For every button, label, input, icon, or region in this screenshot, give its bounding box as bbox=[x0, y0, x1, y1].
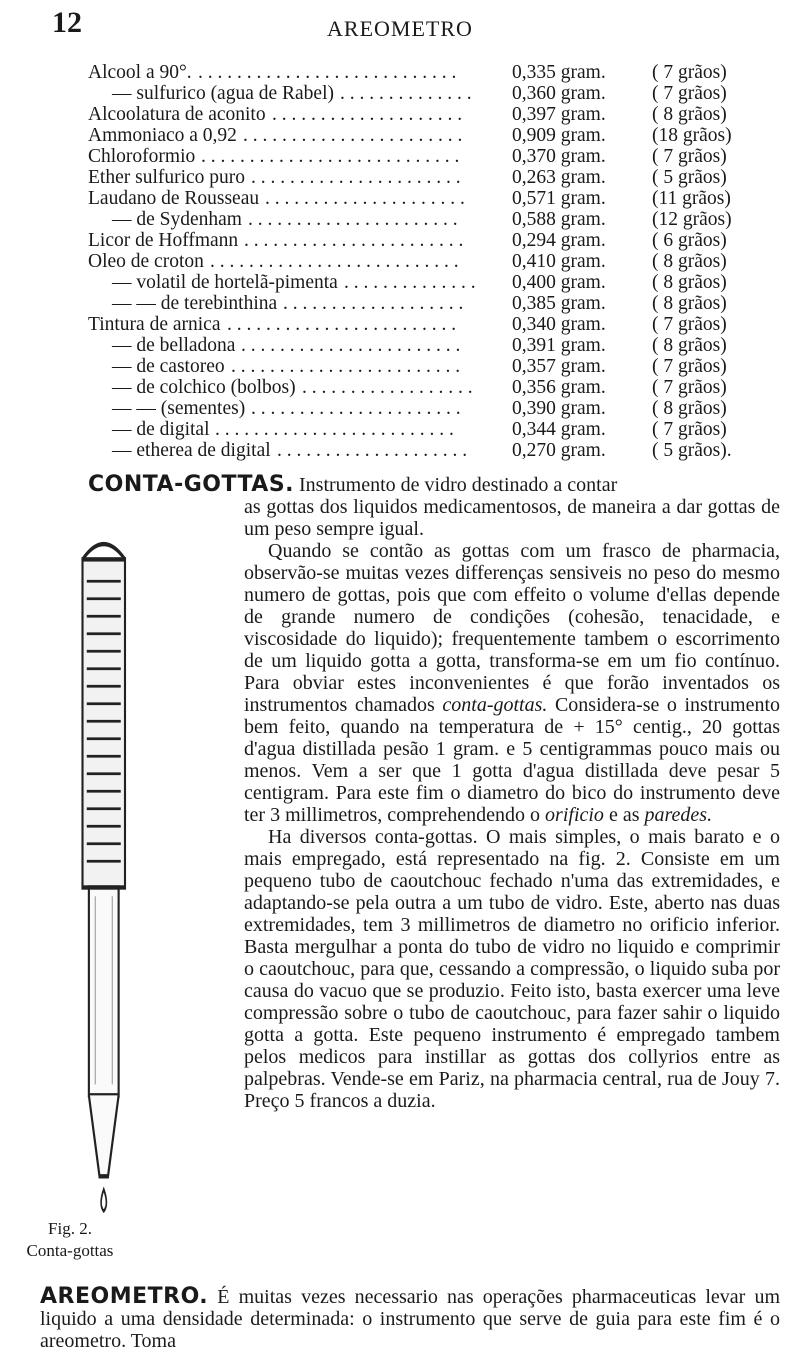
table-row bbox=[88, 377, 768, 398]
page-number: 12 bbox=[52, 6, 82, 39]
row-name: — volatil de hortelã-pimenta bbox=[112, 272, 338, 293]
row-name: — de belladona bbox=[112, 335, 236, 356]
table-row bbox=[88, 167, 768, 188]
row-name: Alcool a 90°. bbox=[88, 62, 192, 83]
row-name: — de castoreo bbox=[112, 356, 225, 377]
row-grains: (11 grãos) bbox=[652, 188, 731, 209]
table-row bbox=[88, 104, 768, 125]
leader-dots: . . . . . . . . . . . . . . . . . . . . . . . bbox=[241, 335, 461, 356]
running-head: AREOMETRO bbox=[327, 16, 473, 41]
row-name: Alcoolatura de aconito bbox=[88, 104, 266, 125]
paragraph-2-italic-orificio: orificio bbox=[545, 804, 604, 826]
dropper-illustration bbox=[40, 520, 210, 1220]
paragraph-2-text-a: Quando se contão as gottas com um frasco de pharmacia, observão-se muitas vezes differenças sensiveis no peso do mesmo numero de gottas, pois que com effeito o volume d'ellas depende de grande numero de condições (cohesão, tenacidade, e viscosidade do liquido); frequentemente tambem o escorrimento de um liquido gotta a gotta, transforma-se em um fio contínuo. Para obviar estes inconvenientes é que forão inventados os instrumentos chamados bbox=[244, 540, 780, 716]
leader-dots: . . . . . . . . . . . . . . . . . . . . . bbox=[265, 188, 465, 209]
table-row bbox=[88, 146, 768, 167]
row-grains: ( 8 grãos) bbox=[652, 104, 727, 125]
leader-dots: . . . . . . . . . . . . . . . . . . . . . . . . . . . bbox=[201, 146, 460, 167]
figure-caption bbox=[10, 1218, 130, 1262]
row-grains: ( 8 grãos) bbox=[652, 293, 727, 314]
leader-dots: . . . . . . . . . . . . . . . . . . bbox=[302, 377, 473, 398]
conta-gottas-article bbox=[244, 496, 780, 1112]
row-grains: ( 7 grãos) bbox=[652, 356, 727, 377]
row-grams: 0,356 gram. bbox=[512, 377, 606, 398]
row-grams: 0,335 gram. bbox=[512, 62, 606, 83]
row-grams: 0,370 gram. bbox=[512, 146, 606, 167]
leader-dots: . . . . . . . . . . . . . . . . . . . . . . . . bbox=[227, 314, 457, 335]
areometro-article bbox=[40, 1286, 780, 1352]
conta-gottas-first-line bbox=[88, 472, 617, 497]
row-grains: ( 8 grãos) bbox=[652, 272, 727, 293]
row-grains: ( 8 grãos) bbox=[652, 251, 727, 272]
conta-gottas-headword: CONTA-GOTTAS. bbox=[88, 472, 295, 497]
table-row bbox=[88, 440, 768, 461]
row-name: — etherea de digital bbox=[112, 440, 271, 461]
paragraph-2-italic-term: conta-gottas. bbox=[442, 694, 548, 716]
paragraph-2-text-b: Considera-se o instrumento bem feito, quando na temperatura de + 15° centig., 20 gottas d'agua distillada pesão 1 gram. e 5 centigrammas pouco mais ou menos. Vem a ser que 1 gotta d'agua distillada deve pesar 5 centigram. Para este fim o diametro do bico do instrumento deve ter 3 millimetros, comprehendendo o bbox=[244, 694, 781, 826]
row-name: Laudano de Rousseau bbox=[88, 188, 260, 209]
leader-dots: . . . . . . . . . . . . . . . . . . . . . . . bbox=[243, 125, 463, 146]
row-grams: 0,340 gram. bbox=[512, 314, 606, 335]
row-grams: 0,410 gram. bbox=[512, 251, 606, 272]
row-grains: (18 grãos) bbox=[652, 125, 732, 146]
row-grains: ( 7 grãos) bbox=[652, 83, 727, 104]
row-grains: ( 7 grãos) bbox=[652, 62, 727, 83]
row-grams: 0,397 gram. bbox=[512, 104, 606, 125]
row-grains: ( 7 grãos) bbox=[652, 419, 727, 440]
leader-dots: . . . . . . . . . . . . . . bbox=[344, 272, 476, 293]
paragraph-3: Ha diversos conta-gottas. O mais simples, o mais barato e o mais empregado, está representado na fig. 2. Consiste em um pequeno tubo de caoutchouc fechado n'uma das extremidades, e adaptando-se pela outra a um tubo de vidro. Este, aberto nas duas extremidades, tem 3 millimetros de diametro no orificio inferior. Basta mergulhar a ponta do tubo de vidro no liquido e comprimir o caoutchouc, para que, cessando a compressão, o liquido suba por causa do vacuo que se produzio. Feito isto, basta exercer uma leve compressão sobre o tubo de caoutchouc, para fazer sahir o liquido gotta a gotta. Este pequeno instrumento é empregado tambem pelos medicos para instillar as gottas dos collyrios entre as palpebras. Vende-se em Pariz, na pharmacia central, rua de Jouy 7. Preço 5 francos a duzia. bbox=[244, 826, 780, 1112]
table-row bbox=[88, 314, 768, 335]
row-name: — sulfurico (agua de Rabel) bbox=[112, 83, 335, 104]
row-name: — de Sydenham bbox=[112, 209, 242, 230]
row-grams: 0,344 gram. bbox=[512, 419, 606, 440]
leader-dots: . . . . . . . . . . . . . . . . . . . . . . bbox=[251, 167, 461, 188]
row-name: Tintura de arnica bbox=[88, 314, 221, 335]
row-name: — — de terebinthina bbox=[112, 293, 278, 314]
paragraph-2-italic-paredes: paredes. bbox=[644, 804, 713, 826]
table-row bbox=[88, 272, 768, 293]
leader-dots: . . . . . . . . . . . . . . . . . . . . . . . . bbox=[231, 356, 461, 377]
row-grams: 0,360 gram. bbox=[512, 83, 606, 104]
page-header bbox=[0, 4, 800, 48]
row-grams: 0,400 gram. bbox=[512, 272, 606, 293]
table-row bbox=[88, 356, 768, 377]
row-name: Ether sulfurico puro bbox=[88, 167, 246, 188]
leader-dots: . . . . . . . . . . . . . . . . . . . bbox=[283, 293, 464, 314]
figure-label: Fig. 2. bbox=[48, 1219, 92, 1238]
row-grains: ( 7 grãos) bbox=[652, 377, 727, 398]
leader-dots: . . . . . . . . . . . . . . . . . . . . bbox=[277, 440, 468, 461]
row-grains: ( 6 grãos) bbox=[652, 230, 727, 251]
row-grains: (12 grãos) bbox=[652, 209, 732, 230]
row-grams: 0,391 gram. bbox=[512, 335, 606, 356]
leader-dots: . . . . . . . . . . . . . . . . . . . . . . . . . bbox=[215, 419, 454, 440]
leader-dots: . . . . . . . . . . . . . . . . . . . . . . . . . . bbox=[210, 251, 459, 272]
leader-dots: . . . . . . . . . . . . . . . . . . . . . . bbox=[251, 398, 461, 419]
table-row bbox=[88, 83, 768, 104]
row-grams: 0,357 gram. bbox=[512, 356, 606, 377]
row-grains: ( 7 grãos) bbox=[652, 314, 727, 335]
row-grams: 0,909 gram. bbox=[512, 125, 606, 146]
row-grams: 0,571 gram. bbox=[512, 188, 606, 209]
areometro-headword: AREOMETRO. bbox=[40, 1284, 209, 1309]
row-name: — — (sementes) bbox=[112, 398, 246, 419]
row-grains: ( 8 grãos) bbox=[652, 398, 727, 419]
table-row bbox=[88, 209, 768, 230]
row-grains: ( 5 grãos). bbox=[652, 440, 732, 461]
row-name: — de colchico (bolbos) bbox=[112, 377, 296, 398]
table-row bbox=[88, 125, 768, 146]
row-name: Ammoniaco a 0,92 bbox=[88, 125, 237, 146]
table-row bbox=[88, 293, 768, 314]
row-grams: 0,390 gram. bbox=[512, 398, 606, 419]
paragraph-2-text-mid: e as bbox=[608, 804, 640, 826]
figure-caption-text: Conta-gottas bbox=[26, 1241, 114, 1260]
table-row bbox=[88, 188, 768, 209]
row-grains: ( 7 grãos) bbox=[652, 146, 727, 167]
table-row bbox=[88, 335, 768, 356]
row-grams: 0,263 gram. bbox=[512, 167, 606, 188]
row-name: Chloroformio bbox=[88, 146, 196, 167]
paragraph-1: as gottas dos liquidos medicamentosos, de maneira a dar gottas de um peso sempre igual. bbox=[244, 496, 780, 540]
table-row bbox=[88, 62, 768, 83]
row-name: Oleo de croton bbox=[88, 251, 204, 272]
row-grams: 0,270 gram. bbox=[512, 440, 606, 461]
row-grams: 0,385 gram. bbox=[512, 293, 606, 314]
leader-dots: . . . . . . . . . . . . . . . . . . . . bbox=[272, 104, 463, 125]
row-name: Licor de Hoffmann bbox=[88, 230, 239, 251]
table-row bbox=[88, 419, 768, 440]
drop-weight-table bbox=[88, 62, 768, 461]
leader-dots: . . . . . . . . . . . . . . . . . . . . . . . . . . . bbox=[198, 62, 457, 83]
table-row bbox=[88, 230, 768, 251]
table-row bbox=[88, 251, 768, 272]
row-name: — de digital bbox=[112, 419, 210, 440]
leader-dots: . . . . . . . . . . . . . . . . . . . . . . . bbox=[244, 230, 464, 251]
table-row bbox=[88, 398, 768, 419]
leader-dots: . . . . . . . . . . . . . . bbox=[340, 83, 472, 104]
conta-gottas-lead: Instrumento de vidro destinado a contar bbox=[299, 474, 618, 496]
row-grains: ( 8 grãos) bbox=[652, 335, 727, 356]
paragraph-2 bbox=[244, 540, 780, 826]
leader-dots: . . . . . . . . . . . . . . . . . . . . . . bbox=[248, 209, 458, 230]
row-grains: ( 5 grãos) bbox=[652, 167, 727, 188]
row-grams: 0,588 gram. bbox=[512, 209, 606, 230]
row-grams: 0,294 gram. bbox=[512, 230, 606, 251]
areometro-text: É muitas vezes necessario nas operações pharmaceuticas levar um liquido a uma densidade determinada: o instrumento que serve de guia para este fim é o areometro. Toma bbox=[40, 1286, 781, 1352]
